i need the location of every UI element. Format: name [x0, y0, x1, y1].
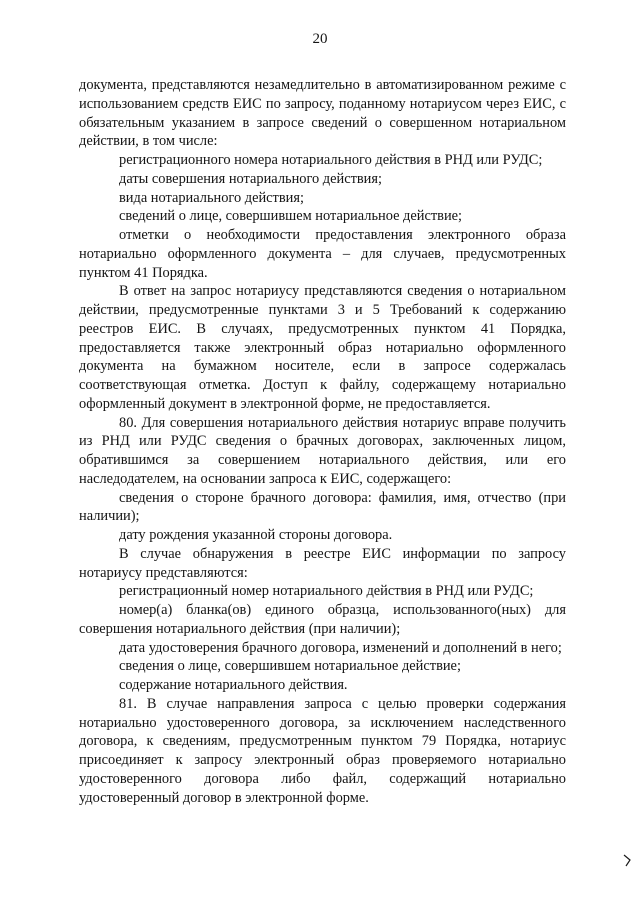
paragraph: содержание нотариального действия.: [119, 677, 348, 693]
paragraph: сведения о стороне брачного договора: фамилия, имя, отчество (при наличии);: [79, 489, 566, 525]
paragraph: 80. Для совершения нотариального действия нотариус вправе получить из РНД или РУДС сведения о брачных договорах, заключенных лицом, обратившимся за совершением нотариального действия, или его наследодателем, на основании запроса к ЕИС, содержащего:: [79, 414, 566, 487]
paragraph: номер(а) бланка(ов) единого образца, использованного(ных) для совершения нотариального действия (при наличии);: [79, 602, 566, 637]
document-body: [79, 76, 566, 807]
paragraph: даты совершения нотариального действия;: [119, 170, 383, 187]
paragraph: сведений о лице, совершившем нотариальное действие;: [119, 208, 463, 225]
paragraph: документа, представляются незамедлительно в автоматизированном режиме с использованием средств ЕИС по запросу, поданному нотариусом через ЕИС, с обязательным указанием в запросе сведений о совершенном нотариальном действии, в том числе:: [79, 77, 566, 150]
paragraph: дата удостоверения брачного договора, изменений и дополнений в него;: [119, 639, 562, 656]
paragraph: В ответ на запрос нотариусу представляются сведения о нотариальном действии, предусмотренные пунктами 3 и 5 Требований к содержанию реестров ЕИС. В случаях, предусмотренных пунктом 41 Порядка, предоставляется также электронный образ нотариально оформленного документа на бумажном носителе, если в запросе содержалась соответствующая отметка. Доступ к файлу, содержащему нотариально оформленный документ в электронной форме, не предоставляется.: [79, 283, 566, 412]
paragraph: регистрационного номера нотариального действия в РНД или РУДС;: [119, 152, 543, 168]
paragraph: отметки о необходимости предоставления электронного образа нотариально оформленного документа – для случаев, предусмотренных пунктом 41 Порядка.: [79, 227, 566, 281]
paragraph: В случае обнаружения в реестре ЕИС информации по запросу нотариусу представляются:: [79, 545, 566, 581]
paragraph: вида нотариального действия;: [119, 189, 304, 206]
page-number: 20: [312, 31, 328, 47]
paragraph: сведения о лице, совершившем нотариальное действие;: [119, 658, 461, 675]
paragraph: регистрационный номер нотариального действия в РНД или РУДС;: [119, 583, 534, 600]
paragraph: дату рождения указанной стороны договора.: [119, 527, 393, 543]
paragraph: 81. В случае направления запроса с целью проверки содержания нотариально удостоверенного договора, за исключением наследственного договора, к сведениям, предусмотренным пунктом 79 Порядка, нотариус присоединяет к запросу электронный образ проверяемого нотариально удостоверенного договора либо файл, содержащий нотариально удостоверенный договор в электронной форме.: [79, 695, 566, 806]
